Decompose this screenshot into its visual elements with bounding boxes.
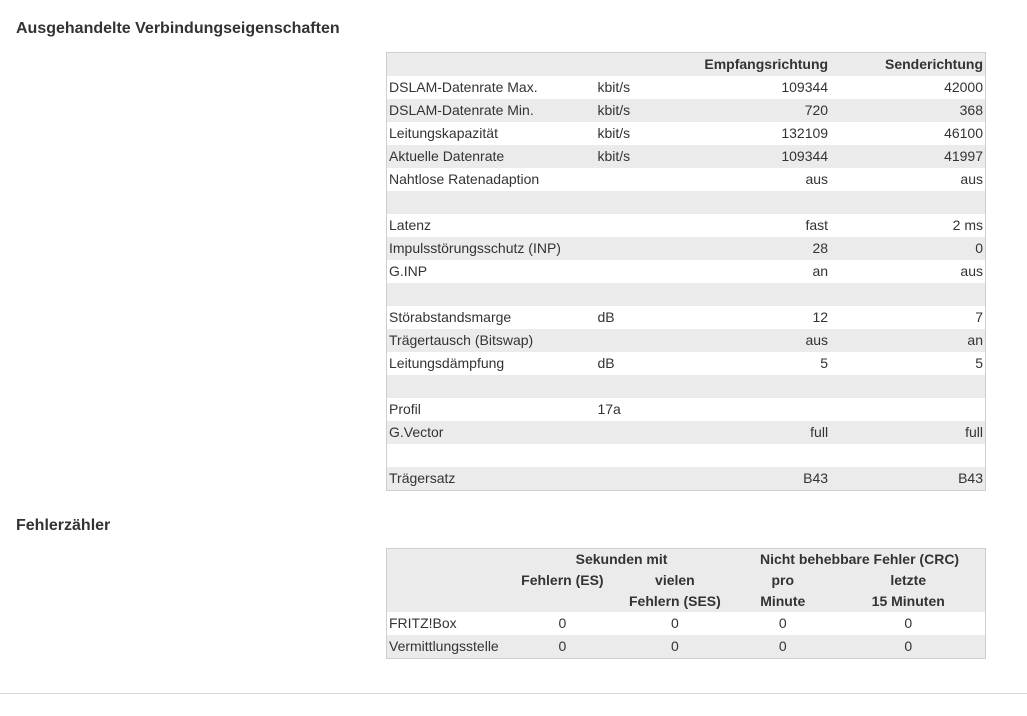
row-label: G.Vector [387, 421, 596, 444]
row-upstream-value: B43 [830, 467, 985, 491]
header-unit [595, 53, 687, 77]
header-crc-errors: Nicht behebbare Fehler (CRC) [734, 549, 985, 571]
row-upstream-value: 42000 [830, 76, 985, 99]
ses-value: 0 [616, 612, 734, 635]
error-counter-title: Fehlerzähler [16, 517, 111, 534]
row-downstream-value [687, 444, 830, 467]
header-empty [387, 591, 510, 612]
table-row [387, 467, 986, 491]
header-15min-line2: 15 Minuten [831, 591, 985, 612]
row-unit: kbit/s [595, 145, 687, 168]
row-upstream-value [830, 444, 985, 467]
table-row [387, 329, 986, 352]
row-label-cell [387, 635, 510, 659]
row-downstream-value: full [687, 421, 830, 444]
row-label: Leitungsdämpfung [387, 352, 596, 375]
header-ses-line1: vielen [616, 570, 734, 591]
ses-value: 0 [616, 635, 734, 659]
row-label: Impulsstörungsschutz (INP) [387, 237, 596, 260]
row-label: Profil [387, 398, 596, 421]
row-upstream-value: 46100 [830, 122, 985, 145]
row-label: DSLAM-Datenrate Max. [387, 76, 596, 99]
row-downstream-value: 12 [687, 306, 830, 329]
row-downstream-value [687, 398, 830, 421]
header-per-minute-line2: Minute [734, 591, 831, 612]
row-label [387, 283, 596, 306]
spacer-row [387, 375, 986, 398]
per-minute-value: 0 [734, 635, 831, 659]
row-unit [595, 467, 687, 491]
row-upstream-value: 2 ms [830, 214, 985, 237]
error-counter-table [386, 548, 986, 659]
header-es: Fehlern (ES) [509, 570, 616, 612]
table-header-row [387, 570, 986, 591]
row-unit [595, 237, 687, 260]
row-unit [595, 260, 687, 283]
row-label: Trägersatz [387, 467, 596, 491]
connection-properties-title: Ausgehandelte Verbindungseigenschaften [16, 20, 340, 37]
row-label [387, 191, 596, 214]
row-unit [595, 283, 687, 306]
table-header-row [387, 549, 986, 571]
row-downstream-value [687, 375, 830, 398]
row-label: G.INP [387, 260, 596, 283]
row-downstream-value: 5 [687, 352, 830, 375]
spacer-row [387, 283, 986, 306]
row-downstream-value: aus [687, 168, 830, 191]
row-unit: dB [595, 352, 687, 375]
bottom-divider [0, 693, 1027, 694]
row-unit [595, 329, 687, 352]
table-row [387, 76, 986, 99]
row-upstream-value [830, 375, 985, 398]
row-unit: dB [595, 306, 687, 329]
row-downstream-value: 109344 [687, 76, 830, 99]
row-downstream-value: B43 [687, 467, 830, 491]
table-row [387, 237, 986, 260]
row-label: Trägertausch (Bitswap) [387, 329, 596, 352]
row-label [387, 375, 596, 398]
row-unit: kbit/s [595, 122, 687, 145]
row-unit [595, 375, 687, 398]
row-upstream-value: full [830, 421, 985, 444]
row-upstream-value: 368 [830, 99, 985, 122]
table-row [387, 122, 986, 145]
row-upstream-value: 41997 [830, 145, 985, 168]
table-row [387, 421, 986, 444]
row-unit [595, 421, 687, 444]
row-unit: 17a [595, 398, 687, 421]
per-minute-value: 0 [734, 612, 831, 635]
last-15min-value: 0 [831, 612, 985, 635]
table-row [387, 612, 986, 635]
row-upstream-value: aus [830, 260, 985, 283]
row-label: DSLAM-Datenrate Min. [387, 99, 596, 122]
row-upstream-value: 0 [830, 237, 985, 260]
spacer-row [387, 444, 986, 467]
row-downstream-value: 132109 [687, 122, 830, 145]
row-label: Latenz [387, 214, 596, 237]
header-downstream: Empfangsrichtung [687, 53, 830, 77]
row-downstream-value: an [687, 260, 830, 283]
table-row [387, 260, 986, 283]
table-row [387, 145, 986, 168]
row-upstream-value: an [830, 329, 985, 352]
header-empty [387, 570, 510, 591]
row-downstream-value [687, 283, 830, 306]
row-unit [595, 214, 687, 237]
table-row [387, 168, 986, 191]
row-downstream-value: aus [687, 329, 830, 352]
row-upstream-value [830, 398, 985, 421]
table-row [387, 398, 986, 421]
es-value: 0 [509, 635, 616, 659]
row-label: Vermittlungsstelle [389, 638, 499, 654]
header-15min-line1: letzte [831, 570, 985, 591]
row-downstream-value: 720 [687, 99, 830, 122]
row-unit [595, 191, 687, 214]
row-label: Leitungskapazität [387, 122, 596, 145]
row-downstream-value: fast [687, 214, 830, 237]
row-label: FRITZ!Box [387, 612, 510, 635]
table-row [387, 306, 986, 329]
header-seconds-with: Sekunden mit [509, 549, 734, 571]
last-15min-value: 0 [831, 635, 985, 659]
spacer-row [387, 191, 986, 214]
row-label: Nahtlose Ratenadaption [387, 168, 596, 191]
header-label [387, 53, 596, 77]
table-header-row [387, 591, 986, 612]
row-unit: kbit/s [595, 99, 687, 122]
table-row [387, 99, 986, 122]
row-downstream-value: 28 [687, 237, 830, 260]
table-row [387, 635, 986, 659]
row-upstream-value: aus [830, 168, 985, 191]
header-per-minute-line1: pro [734, 570, 831, 591]
row-label: Aktuelle Datenrate [387, 145, 596, 168]
row-downstream-value [687, 191, 830, 214]
header-empty [387, 549, 510, 571]
table-row [387, 214, 986, 237]
row-upstream-value [830, 283, 985, 306]
header-ses-line2: Fehlern (SES) [616, 591, 734, 612]
row-upstream-value: 5 [830, 352, 985, 375]
row-label: Störabstandsmarge [387, 306, 596, 329]
row-upstream-value: 7 [830, 306, 985, 329]
table-header-row [387, 53, 986, 77]
row-upstream-value [830, 191, 985, 214]
row-unit [595, 444, 687, 467]
connection-properties-table [386, 52, 986, 491]
es-value: 0 [509, 612, 616, 635]
row-unit: kbit/s [595, 76, 687, 99]
table-row [387, 352, 986, 375]
row-label [387, 444, 596, 467]
row-unit [595, 168, 687, 191]
row-downstream-value: 109344 [687, 145, 830, 168]
header-upstream: Senderichtung [830, 53, 985, 77]
